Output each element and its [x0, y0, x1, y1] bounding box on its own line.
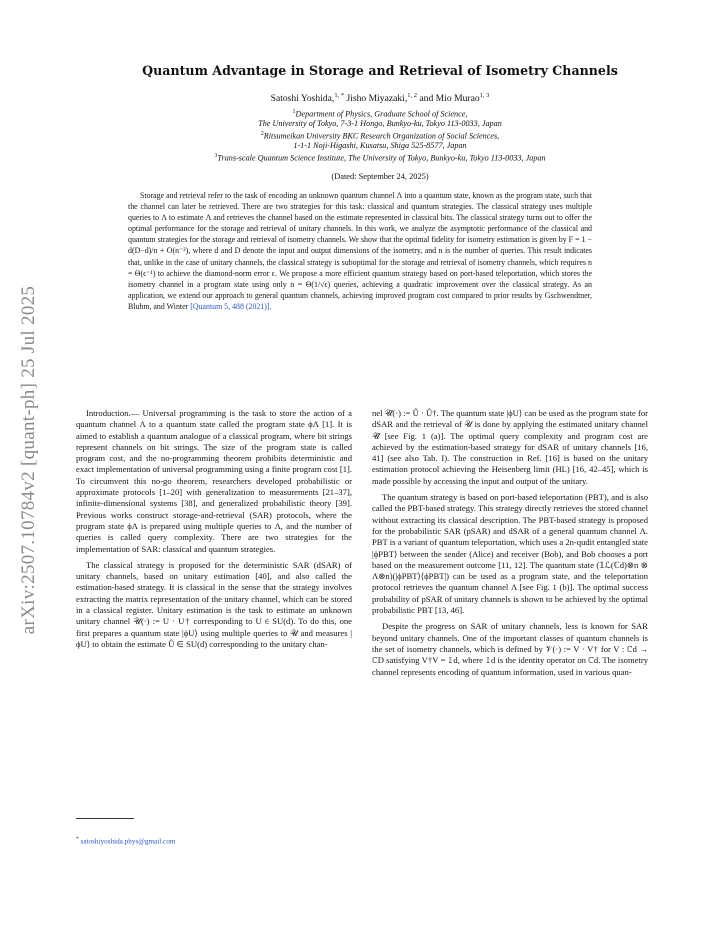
- author-affil-mark: 1, *: [334, 92, 345, 99]
- author-name: Jisho Miyazaki,: [346, 93, 408, 105]
- affiliation-line: The University of Tokyo, 7-3-1 Hongo, Bunkyo-ku, Tokyo 113-0033, Japan: [258, 119, 502, 128]
- affiliation-line: 1-1-1 Noji-Higashi, Kusatsu, Shiga 525-8577, Japan: [293, 141, 467, 150]
- author-name: Mio Murao: [435, 93, 480, 105]
- affil-text: Trans-scale Quantum Science Institute, The University of Tokyo, Bunkyo-ku, Tokyo 113-0033, Japan: [217, 153, 546, 163]
- abstract: [128, 190, 592, 312]
- affiliation-line: [70, 151, 690, 164]
- affil-text: Department of Physics, Graduate School of Science,: [295, 109, 468, 119]
- abstract-reference-link[interactable]: [Quantum 5, 488 (2021)].: [190, 301, 272, 311]
- author-name: Satoshi Yoshida,: [270, 93, 335, 105]
- body-paragraph: Introduction.— Universal programming is the task to store the action of a quantum channel Λ to a quantum state called the program state ϕΛ [1]. It is aimed to establish a quantum analogue of a classical program, where bit strings represent channels on bit strings. The size of the program state is called program cost, and the no-programming theorem prohibits deterministic and exact implementation of universal programming using a finite program cost [1]. To circumvent this no-go theorem, researchers developed probabilistic or approximate protocols [1–20] with generalization to measurements [21–37], infinite-dimensional systems [38], and generalized probabilistic theory [39]. Previous works construct storage-and-retrieval (SAR) protocols, where the program state ϕΛ is prepared using multiple queries to Λ, and the number of queries is called query complexity. There are two strategies for the implementation of SAR: classical and quantum strategies.: [76, 408, 352, 554]
- arxiv-side-stamp: [14, 250, 44, 670]
- affil-number: 2: [260, 131, 264, 137]
- author-joiner: and: [419, 93, 434, 105]
- footnote-divider: [76, 818, 134, 819]
- author-affil-mark: 1, 2: [407, 92, 417, 99]
- affil-number: 3: [214, 153, 218, 159]
- abstract-body: Storage and retrieval refer to the task of encoding an unknown quantum channel Λ into a quantum state, known as the program state, such that the channel can later be retrieved. There are two strategies for this task: classical and quantum strategies. The classical strategy uses multiple queries to Λ to estimate Λ and retrieves the channel based on the estimate represented in classical bits. The classical strategy turns out to offer the optimal performance for the storage and retrieval of unitary channels. In this work, we analyze the asymptotic performance of the classical and quantum strategies for the storage and retrieval of isometry channels. We show that the optimal fidelity for isometry estimation is given by F = 1 − d(D−d)/n + O(n⁻²), where d and D denote the input and output dimensions of the isometry, and n is the number of queries. This result indicates that, unlike in the case of unitary channels, the classical strategy is suboptimal for the storage and retrieval of isometry channels, which requires n = Θ(ϵ⁻¹) to achieve the diamond-norm error ϵ. We propose a more efficient quantum strategy based on port-based teleportation, which stores the isometry channel in a program state using only n = Θ(1/√ϵ) queries, achieving a quadratic improvement over the classical strategy. As an application, we extend our approach to general quantum channels, achieving improved program cost compared to prior results by Gschwendtner, Bluhm, and Winter: [128, 191, 592, 311]
- body-paragraph: Despite the progress on SAR of unitary channels, less is known for SAR beyond unitary channels. One of the important classes of quantum channels is the set of isometry channels, which is defined by 𝒱(·) := V · V† for V : ℂd → ℂD satisfying V†V = 𝟙d, where 𝟙d is the identity operator on ℂd. The isometry channel represents encoding of quantum information, used in various quan-: [372, 621, 648, 677]
- affil-number: 1: [292, 109, 296, 115]
- footnote: [76, 836, 356, 845]
- arxiv-identifier[interactable]: arXiv:2507.10784v2 [quant-ph] 25 Jul 2025: [18, 285, 39, 635]
- date-line: (Dated: September 24, 2025): [331, 172, 429, 181]
- footnote-mark: *: [76, 836, 79, 842]
- author-list: [90, 92, 670, 104]
- right-column: [372, 408, 648, 683]
- affil-text: Ritsumeikan University BKC Research Organization of Social Sciences,: [263, 131, 500, 141]
- body-paragraph: The quantum strategy is based on port-based teleportation (PBT), and is also called the PBT-based strategy. This strategy directly retrieves the stored channel without extracting its classical description. The PBT-based strategy is proposed for the probabilistic SAR (pSAR) and dSAR of a general quantum channel Λ. PBT is a variant of quantum teleportation, which uses a 2n-qudit entangled state |ϕPBT⟩ between the sender (Alice) and receiver (Bob), and Bob chooses a port based on the measurement outcome [11, 12]. The quantum state (𝟙ℒ(ℂd)⊗n ⊗ Λ⊗n)(|ϕPBT⟩⟨ϕPBT|) can be used as a program state, and the teleportation protocol retrieves the quantum channel Λ [see Fig. 1 (b)]. The optimal success probability of pSAR of unitary channels is shown to be achieved by the optimal probabilistic PBT [13, 46].: [372, 492, 648, 616]
- author-email-link[interactable]: satoshiyoshida.phys@gmail.com: [80, 837, 176, 846]
- left-column: [76, 408, 352, 655]
- body-paragraph: The classical strategy is proposed for the deterministic SAR (dSAR) of unitary channels, based on unitary estimation [40], and also called the estimation-based strategy. It is classical in the sense that the strategy involves extracting the matrix representation of the unitary channel, which can be stored in a classical register. Unitary estimation is the task to estimate an unknown unitary channel 𝒰(·) := U · U† corresponding to U ∈ SU(d). To do this, one first prepares a quantum state |ϕU⟩ using multiple queries to 𝒰 and measures |ϕU⟩ to obtain the estimate Û ∈ SU(d) corresponding to the unitary chan-: [76, 559, 352, 649]
- body-paragraph: nel 𝒰̂(·) := Û · Û†. The quantum state |ϕU⟩ can be used as the program state for dSAR and the retrieval of 𝒰 is done by applying the estimated unitary channel 𝒰̂ [see Fig. 1 (a)]. The optimal query complexity and program cost are achieved by the estimation-based strategy for dSAR of unitary channels [16, 41] (see also Tab. I). The construction in Ref. [16] is based on the unitary estimation protocol achieving the Heisenberg limit (HL) [16, 42–45], which is made possible by accessing the input and output of the unitary.: [372, 408, 648, 486]
- author-affil-mark: 1, 3: [479, 92, 490, 99]
- paper-title: Quantum Advantage in Storage and Retrieval of Isometry Channels: [142, 63, 618, 78]
